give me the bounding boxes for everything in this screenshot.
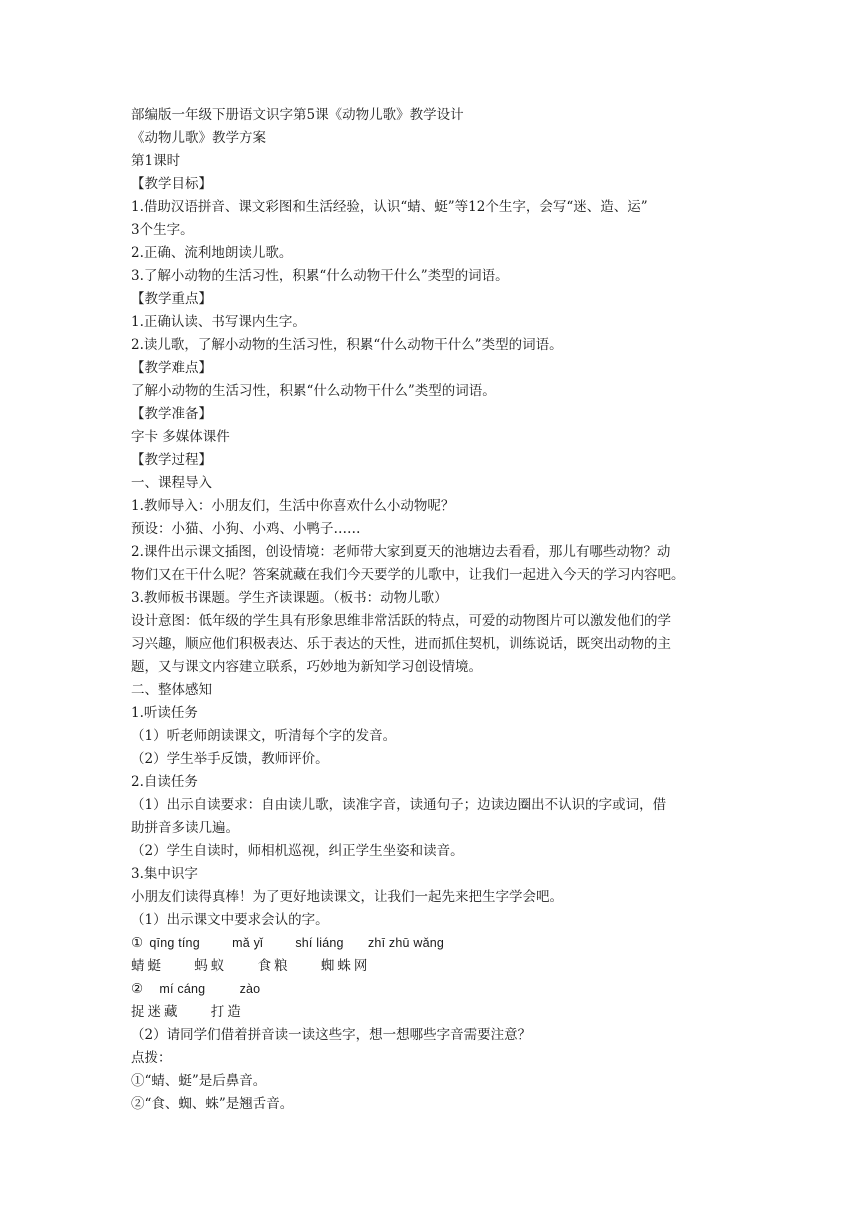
pinyin-item: mǎ yǐ — [232, 936, 264, 950]
lesson-period: 第1课时 — [131, 153, 181, 169]
character-item: 打造 — [210, 1004, 244, 1020]
text-line: 了解小动物的生活习性，积累“什么动物干什么”类型的词语。 — [131, 383, 496, 399]
text-line: 3.集中识字 — [131, 866, 198, 882]
character-item: 捉迷藏 — [131, 1004, 181, 1020]
section-heading: 【教学重点】 — [131, 291, 212, 307]
subsection-heading: 二、整体感知 — [131, 682, 212, 698]
character-row — [131, 955, 743, 978]
text-line: 1.听读任务 — [131, 705, 198, 721]
pinyin-item: shí liánɡ — [295, 936, 344, 950]
text-line: 题，又与课文内容建立联系，巧妙地为新知学习创设情境。 — [131, 659, 482, 675]
text-line: 习兴趣，顺应他们积极表达、乐于表达的天性，进而抓住契机，训练说话，既突出动物的主 — [131, 636, 671, 652]
text-line: （2）学生举手反馈，教师评价。 — [131, 751, 329, 767]
document-page — [131, 104, 743, 1116]
text-line: （2）学生自读时，师相机巡视，纠正学生坐姿和读音。 — [131, 843, 464, 859]
character-item: 蚂蚁 — [194, 958, 228, 974]
section-heading: 【教学难点】 — [131, 360, 212, 376]
text-line: 设计意图：低年级的学生具有形象思维非常活跃的特点，可爱的动物图片可以激发他们的学 — [131, 613, 671, 629]
text-line: 物们又在干什么呢？答案就藏在我们今天要学的儿歌中，让我们一起进入今天的学习内容吧。 — [131, 567, 685, 583]
section-heading: 【教学准备】 — [131, 406, 212, 422]
text-line: 2.正确、流利地朗读儿歌。 — [131, 245, 293, 261]
character-item: 蜻蜓 — [131, 958, 164, 974]
text-line: 1.教师导入：小朋友们，生活中你喜欢什么小动物呢？ — [131, 498, 455, 514]
text-line: ①“蜻、蜓”是后鼻音。 — [131, 1073, 267, 1089]
text-line: （2）请同学们借着拼音读一读这些字，想一想哪些字音需要注意？ — [131, 1027, 532, 1043]
doc-subtitle: 《动物儿歌》教学方案 — [131, 130, 266, 146]
pinyin-row — [131, 978, 743, 1001]
text-line: 2.自读任务 — [131, 774, 198, 790]
text-line: ②“食、蜘、蛛”是翘舌音。 — [131, 1096, 294, 1112]
pinyin-row — [131, 932, 743, 955]
text-line: 3.教师板书课题。学生齐读课题。（板书：动物儿歌） — [131, 590, 448, 606]
text-line: 1.正确认读、书写课内生字。 — [131, 314, 306, 330]
text-line: （1）出示自读要求：自由读儿歌，读准字音，读通句子；边读边圈出不认识的字或词，借 — [131, 797, 667, 813]
list-marker: ② — [131, 981, 144, 997]
subsection-heading: 一、课程导入 — [131, 475, 212, 491]
section-heading: 【教学过程】 — [131, 452, 212, 468]
text-line: 2.读儿歌，了解小动物的生活习性，积累“什么动物干什么”类型的词语。 — [131, 337, 563, 353]
character-item: 食粮 — [257, 958, 291, 974]
doc-title: 部编版一年级下册语文识字第5课《动物儿歌》教学设计 — [131, 107, 464, 123]
pinyin-item: zào — [239, 982, 261, 996]
text-line: （1）出示课文中要求会认的字。 — [131, 912, 329, 928]
text-line: 2.课件出示课文插图，创设情境：老师带大家到夏天的池塘边去看看，那儿有哪些动物？动 — [131, 544, 671, 560]
pinyin-item: mí cánɡ — [159, 982, 206, 996]
document-body — [131, 104, 743, 932]
text-line: 1.借助汉语拼音、课文彩图和生活经验，认识“蜻、蜓”等12个生字，会写“迷、造、运” — [131, 199, 648, 215]
text-line: 点拨： — [131, 1050, 172, 1066]
text-line: （1）听老师朗读课文，听清每个字的发音。 — [131, 728, 397, 744]
text-line: 预设：小猫、小狗、小鸡、小鸭子…… — [131, 521, 361, 537]
pinyin-item: qīnɡ tínɡ — [149, 936, 200, 950]
character-item: 蜘蛛网 — [320, 958, 371, 974]
text-line: 3个生字。 — [131, 222, 194, 238]
list-marker: ① — [131, 935, 144, 951]
text-line: 字卡 多媒体课件 — [131, 429, 230, 445]
section-heading: 【教学目标】 — [131, 176, 212, 192]
pinyin-item: zhī zhū wǎnɡ — [367, 936, 445, 950]
text-line: 3.了解小动物的生活习性，积累“什么动物干什么”类型的词语。 — [131, 268, 509, 284]
character-row — [131, 1001, 743, 1024]
text-line: 助拼音多读几遍。 — [131, 820, 239, 836]
text-line: 小朋友们读得真棒！为了更好地读课文，让我们一起先来把生字学会吧。 — [131, 889, 563, 905]
